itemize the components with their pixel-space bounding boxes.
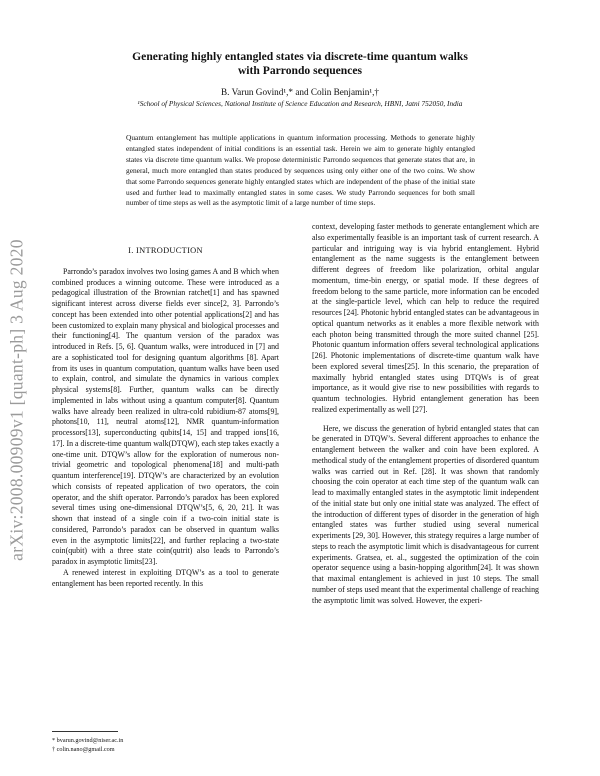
footnotes [52, 737, 279, 754]
paragraph: Parrondo’s paradox involves two losing games A and B which when combined produces a winning outcome. These were introduced as a pedagogical illustration of the Brownian ratchet[1] and has spawned significant interest across diverse fields ever since[2, 3]. Parrondo’s concept has been extended into other potential applications[2] and has been customized to explain many physical and biological processes and their functioning[4]. The quantum version of the paradox was introduced in Refs. [5, 6]. Quantum walks, were introduced in [7] and are a sophisticated tool for designing quantum algorithms [8]. Apart from its uses in quantum computation, quantum walks have been used to explain, control, and simulate the dynamics in various complex physical systems[8]. Further, quantum walks can be directly implemented in labs without using a quantum computer[8]. Quantum walks have already been realized in ultra-cold rubidium-87 atoms[9], photons[10, 11], neutral atoms[12], NMR quantum-information processors[13], superconducting qubits[14, 15] and trapped ions[16, 17]. In a discrete-time quantum walk(DTQW), each step takes exactly a one-time unit. DTQW’s allow for the exploration of numerous non-trivial geometric and topological phenomena[18] and multi-path quantum interference[19]. DTQW’s are characterized by an evolution which consists of repeated application of two operators, the coin operator, and the shift operator. Parrondo’s paradox has been explored several times using one-dimensional DTQW’s[5, 6, 20, 21]. It was shown that instead of a single coin if a two-coin initial state is considered, Parrondo’s paradox can be observed in quantum walks even in the asymptotic limits[22], and further replacing a two-state coin(qubit) with a three state coin(qutrit) also leads to Parrondo’s paradox in asymptotic limits[23]. [52, 266, 279, 566]
left-column [52, 246, 279, 589]
paragraph: A renewed interest in exploiting DTQW’s as a tool to generate entanglement has been reported recently. In this [52, 567, 279, 588]
paragraph: context, developing faster methods to generate entanglement which are also experimentally feasible is an important task of current research. A particular and intriguing way is via hybrid entanglement. Hybrid entanglement as the name suggests is the entanglement between different degrees of freedom like polarization, orbital angular momentum, time-bin energy, or spatial mode. If these degrees of freedom belong to the same particle, more information can be encoded at the single-particle level, which can help to reduce the required resources [24]. Photonic hybrid entangled states can be advantageous in optical quantum networks as it enables a more flexible network with each photon being transmitted through the more suited channel [25]. Photonic quantum information offers several technological applications [26]. Photonic implementations of discrete-time quantum walk have been explored several times[25]. In this scenario, the preparation of maximally hybrid entangled states using DTQWs is of great importance, as it would give rise to new possibilities with regards to quantum technologies. Hybrid entanglement generation has been realized experimentally as well [27]. [312, 222, 540, 414]
right-column [312, 222, 539, 606]
paper-header [60, 50, 540, 108]
footnote-email-2: † colin.nano@gmail.com [52, 745, 115, 753]
paper-title [60, 50, 540, 78]
footnote-divider [52, 731, 118, 732]
arxiv-identifier: arXiv:2008.00909v1 [quant-ph] 3 Aug 2020 [6, 239, 27, 561]
arxiv-side-stamp [2, 200, 32, 600]
section-heading: I. INTRODUCTION [128, 246, 203, 255]
author-list: B. Varun Govind¹,* and Colin Benjamin¹,† [221, 87, 379, 97]
abstract: Quantum entanglement has multiple applications in quantum information processing. Methods to generate highly entangled states independent of initial conditions is an essential task. Herein we aim to generate highly entangled states via discrete time quantum walks. We propose deterministic Parrondo sequences that generate states that are, in general, much more entangled than states produced by sequences using only either one of the two coins. We show that some Parrondo sequences generate highly entangled states which are independent of the phase of the initial state used and further lead to maximally entangled states in some cases. We study Parrondo sequences for both small number of time steps as well as the asymptotic limit of a large number of time steps. [126, 133, 475, 208]
paragraph: Here, we discuss the generation of hybrid entangled states that can be generated in DTQW’s. Several different approaches to enhance the entanglement between the walker and coin have been explored. A methodical study of the entanglement properties of disordered quantum walks was carried out in Ref. [28]. It was shown that randomly choosing the coin operator at each time step of the quantum walk can lead to maximally entangled states in the asymptotic limit independent of the initial state but only one initial state was analyzed. The effect of the introduction of different types of disorder in the generation of high entangled states was further studied using several numerical experiments [29, 30]. However, this strategy requires a large number of steps to reach the asymptotic limit which is disadvantageous for current experiments. Gratsea, et. al., suggested the optimization of the coin operator sequence using a basin-hopping algorithm[24]. It was shown that maximal entanglement is achieved in just 10 steps. The small number of steps used meant that the experimental challenge of reaching the asymptotic limit was solved. However, the experi- [312, 423, 539, 605]
title-line-2: with Parrondo sequences [237, 64, 363, 77]
footnote-email-1: * bvarun.govind@niser.ac.in [52, 737, 124, 744]
title-line-1: Generating highly entangled states via discrete-time quantum walks [132, 50, 468, 63]
affiliation: ¹School of Physical Sciences, National Institute of Science Education and Research, HBNI, Jatni 752050, India [137, 99, 463, 108]
